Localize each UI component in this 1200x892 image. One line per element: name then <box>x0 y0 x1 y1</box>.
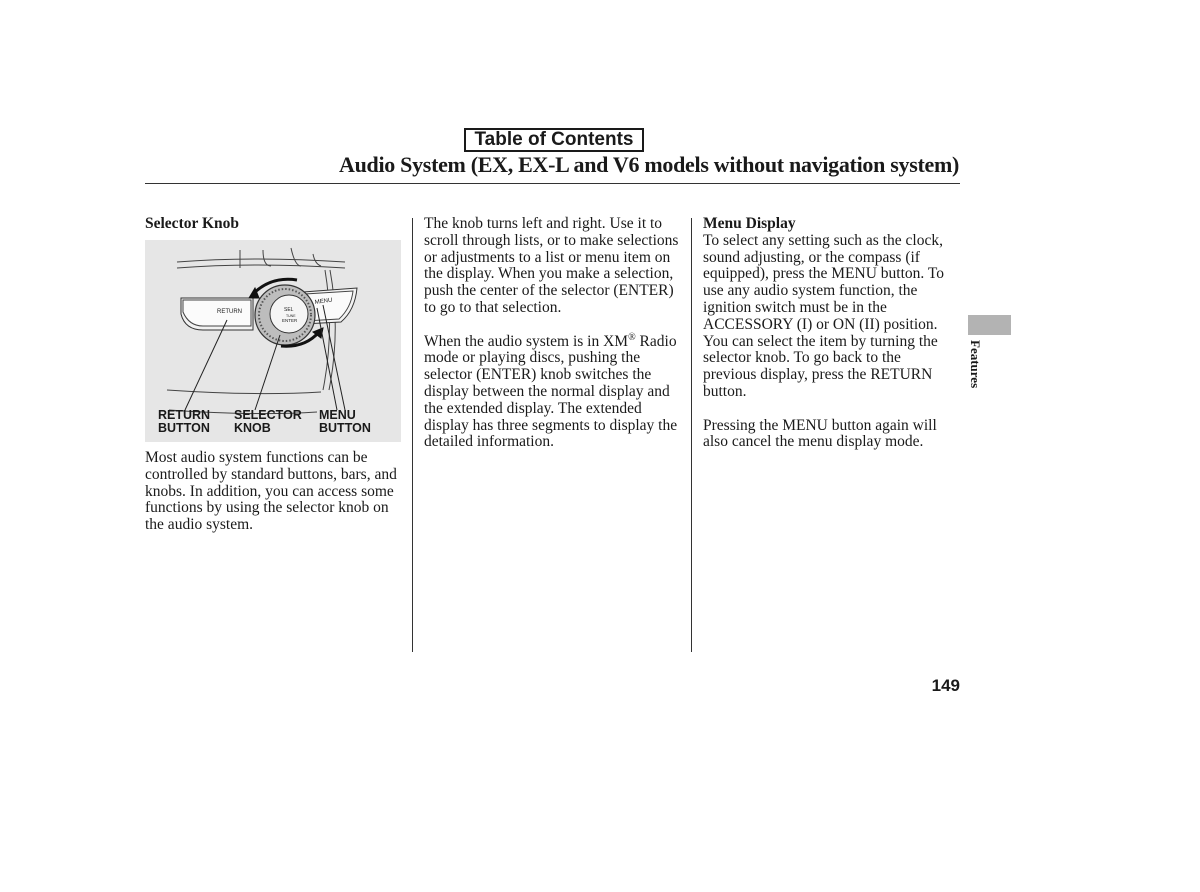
menu-button-label: MENU BUTTON <box>319 408 371 435</box>
section-heading: Menu Display <box>703 215 796 232</box>
column-3 <box>703 216 953 451</box>
menu-panel-text: MENU <box>314 297 333 306</box>
section-tab <box>968 315 1011 335</box>
xm-paragraph: When the audio system is in XM® Radio mode or playing discs, pushing the selector (ENTER) knob switches the display between the normal display and the extended display. The extended display has three segments to display the detailed information. <box>424 331 678 451</box>
knob-text-enter: ENTER <box>282 318 298 323</box>
page-title: Audio System (EX, EX-L and V6 models without navigation system) <box>339 152 959 177</box>
column-2 <box>424 216 686 451</box>
return-panel-text: RETURN <box>217 309 242 315</box>
section-label: Features <box>968 340 983 389</box>
knob-text-tune: TUNE <box>286 314 296 318</box>
knob-paragraph: The knob turns left and right. Use it to scroll through lists, or to make selections or adjustments to a list or menu item on the display. When you make a selection, push the center of the selector (ENTER) to go to that selection. <box>424 215 679 316</box>
menu-display-paragraph: To select any setting such as the clock, sound adjusting, or the compass (if equipped), press the MENU button. To use any audio system function, the ignition switch must be in the ACCESSORY (I) or ON (II) position. You can select the item by turning the selector knob. To go back to the previous display, press the RETURN button. <box>703 231 944 400</box>
return-button-label: RETURN BUTTON <box>158 408 211 435</box>
header-rule <box>145 183 960 184</box>
table-of-contents-button[interactable]: Table of Contents <box>464 128 644 152</box>
column-1 <box>145 216 403 233</box>
column-divider <box>412 218 413 652</box>
column-divider <box>691 218 692 652</box>
knob-text-sel: SEL <box>284 307 294 313</box>
intro-paragraph: Most audio system functions can be controlled by standard buttons, bars, and knobs. In addition, you can access some functions by using the selector knob on the audio system. <box>145 449 397 534</box>
section-heading: Selector Knob <box>145 215 239 232</box>
page-number: 149 <box>931 676 960 695</box>
selector-knob-figure <box>145 240 401 442</box>
menu-cancel-paragraph: Pressing the MENU button again will also cancel the menu display mode. <box>703 416 937 451</box>
column-1-body <box>145 450 403 534</box>
selector-knob-label: SELECTOR KNOB <box>234 408 302 435</box>
